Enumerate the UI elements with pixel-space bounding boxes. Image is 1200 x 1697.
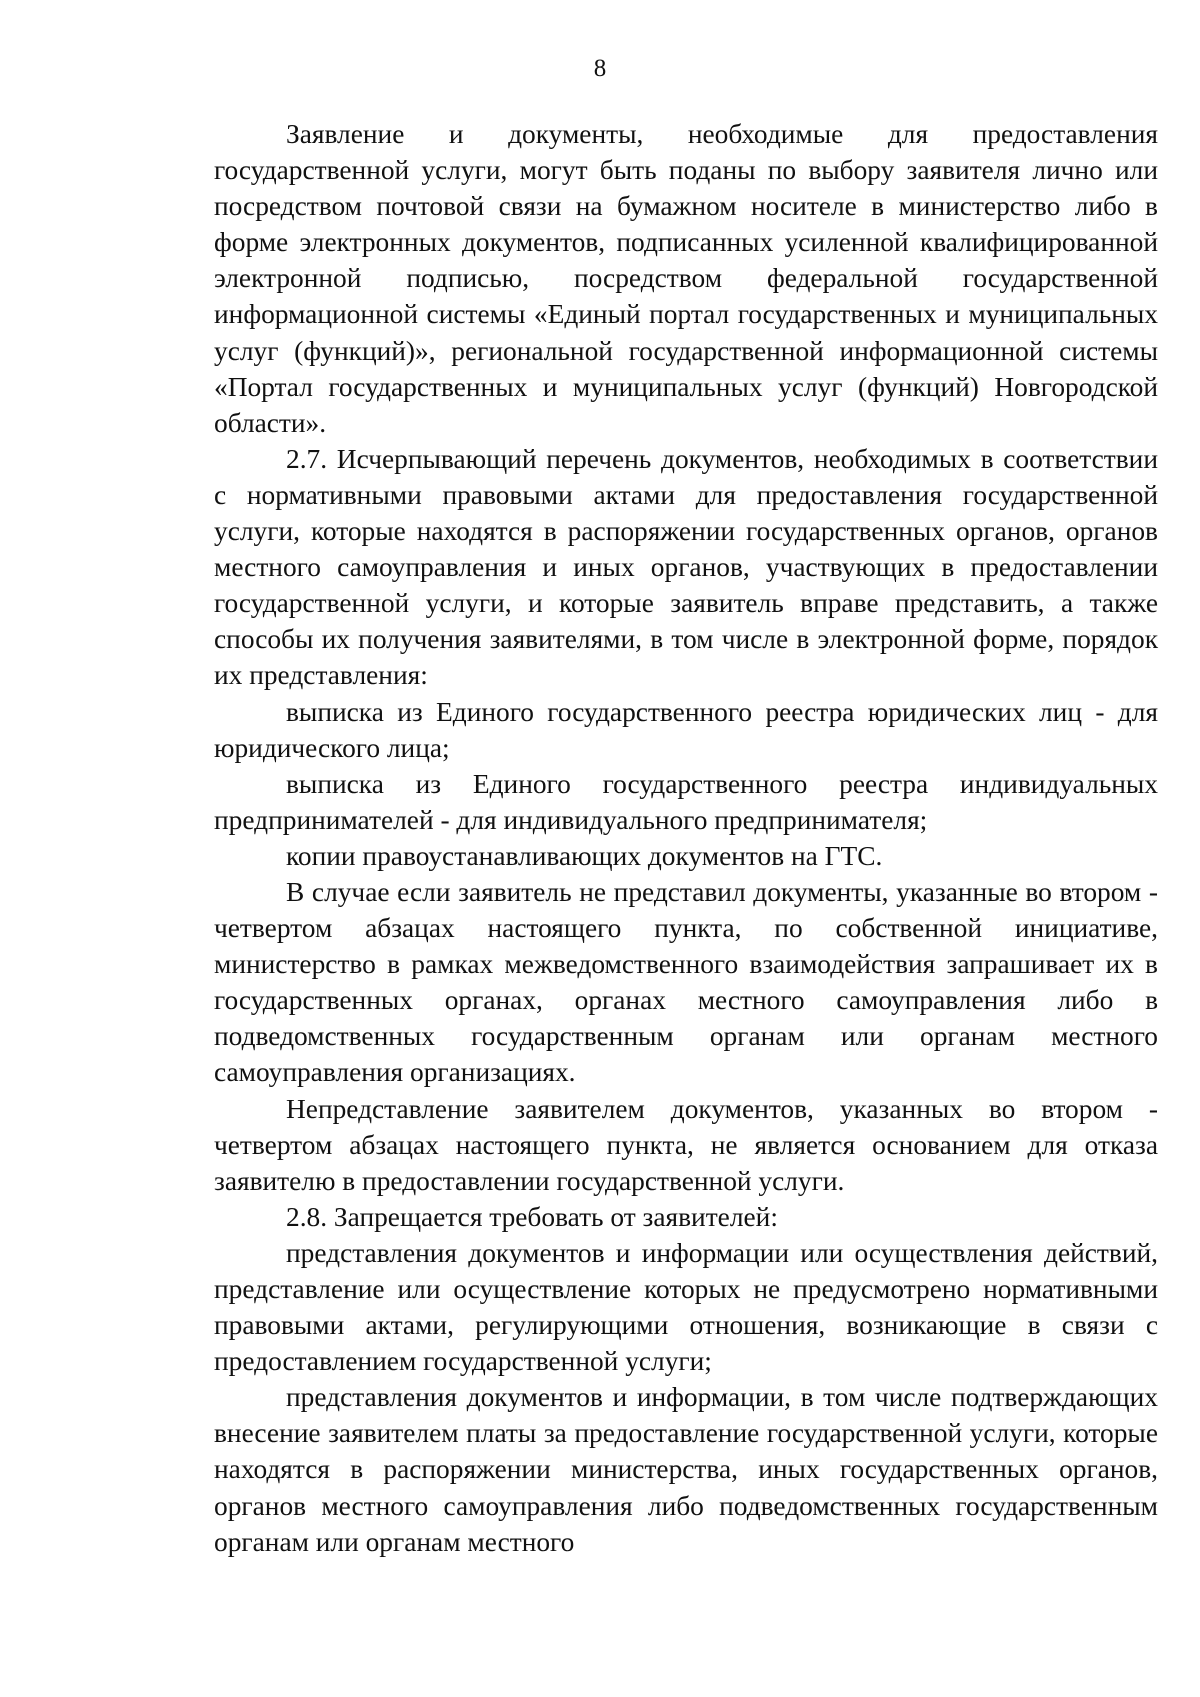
- paragraph-egrul-extract: выписка из Единого государственного реестра юридических лиц - для юридического лица;: [214, 696, 1158, 763]
- paragraph-prohibition-documents: представления документов и информации, в том числе подтверждающих внесение заявителем платы за предоставление государственной услуги, которые находятся в распоряжении министерства, иных государственных органов, органов местного самоуправления либо подведомственных государственным органам или органам местного: [214, 1382, 1158, 1557]
- page-number: 8: [593, 55, 607, 82]
- paragraph-prohibition-actions: представления документов и информации или осуществления действий, представление или осуществление которых не предусмотрено нормативными правовыми актами, регулирующими отношения, возникающие в связи с предоставлением государственной услуги;: [214, 1237, 1158, 1377]
- document-body: [214, 116, 1158, 1560]
- paragraph-2-8-prohibitions: 2.8. Запрещается требовать от заявителей:: [286, 1201, 778, 1232]
- paragraph-2-7-documents-list: 2.7. Исчерпывающий перечень документов, необходимых в соответствии с нормативными правовыми актами для предоставления государственной услуги, которые находятся в распоряжении государственных органов, органов местного самоуправления и иных органов, участвующих в предоставлении государственной услуги, и которые заявитель вправе представить, а также способы их получения заявителями, в том числе в электронной форме, порядок их представления:: [214, 443, 1158, 691]
- paragraph-egrip-extract: выписка из Единого государственного реестра индивидуальных предпринимателей - для индивидуального предпринимателя;: [214, 768, 1158, 835]
- paragraph-application-submission: Заявление и документы, необходимые для предоставления государственной услуги, могут быть поданы по выбору заявителя лично или посредством почтовой связи на бумажном носителе в министерство либо в форме электронных документов, подписанных усиленной квалифицированной электронной подписью, посредством федеральной государственной информационной системы «Единый портал государственных и муниципальных услуг (функций)», региональной государственной информационной системы «Портал государственных и муниципальных услуг (функций) Новгородской области».: [214, 119, 1158, 438]
- paragraph-gts-title-copies: копии правоустанавливающих документов на ГТС.: [286, 840, 883, 871]
- paragraph-non-submission: Непредставление заявителем документов, указанных во втором - четвертом абзацах настоящего пункта, не является основанием для отказа заявителю в предоставлении государственной услуги.: [214, 1093, 1158, 1196]
- paragraph-interagency-request: В случае если заявитель не представил документы, указанные во втором - четвертом абзацах настоящего пункта, по собственной инициативе, министерство в рамках межведомственного взаимодействия запрашивает их в государственных органах, органах местного самоуправления либо в подведомственных государственным органам или органам местного самоуправления организациях.: [214, 876, 1158, 1088]
